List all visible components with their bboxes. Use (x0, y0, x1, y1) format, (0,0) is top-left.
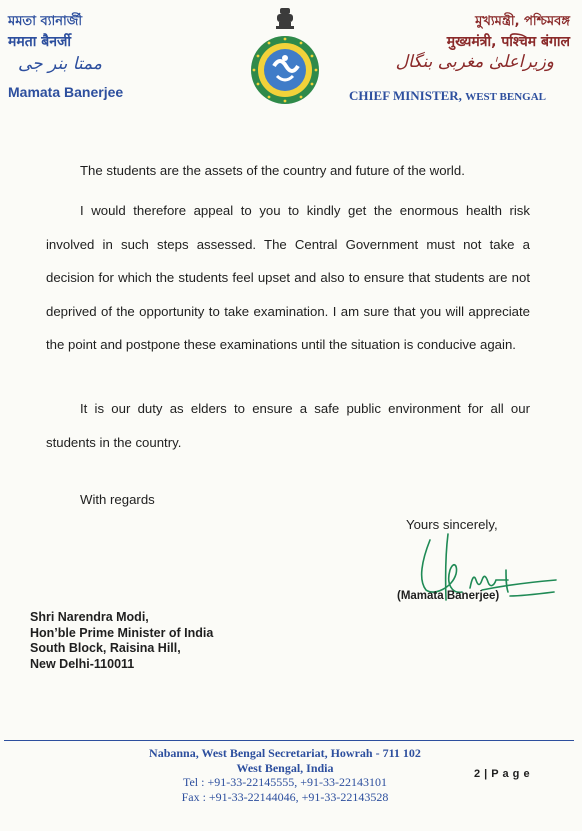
footer-telephone: Tel : +91-33-22145555, +91-33-22143101 (182, 775, 387, 789)
letter-paragraph-2: I would therefore appeal to you to kindly get the enormous health risk involved in such steps assessed. The Central Government must not take a decision for which the students feel upset and also to ensure that students are not deprived of the opportunity to take examination. I am sure that you will appreciate the point and postpone these examinations until the situation is conducive again. (46, 203, 530, 352)
west-bengal-government-emblem-icon (244, 6, 326, 106)
letter-paragraph-1: The students are the assets of the country and future of the world. (80, 163, 465, 178)
header-right-english-title (349, 88, 546, 104)
letter-paragraph-3: It is our duty as elders to ensure a safe public environment for all our students in the country. (46, 401, 530, 450)
footer-address-line-2: West Bengal, India (236, 760, 334, 775)
signatory-name: (Mamata Banerjee) (397, 590, 500, 602)
regards-line: With regards (80, 492, 155, 507)
header-left-hindi-name: ममता बैनर्जी (8, 34, 72, 50)
addressee-line: New Delhi-110011 (30, 656, 135, 671)
addressee-line: South Block, Raisina Hill, (30, 641, 181, 655)
header-left-urdu-name: ممتا بنر جی (18, 54, 102, 74)
closing-line: Yours sincerely, (406, 517, 498, 532)
footer-divider (4, 740, 574, 741)
footer-address-line-1: Nabanna, West Bengal Secretariat, Howrah - 711 102 (149, 746, 421, 760)
title-main: CHIEF MINISTER, (349, 88, 462, 103)
header-right-bengali-title: মুখ্যমন্ত্রী, পশ্চিমবঙ্গ (475, 14, 570, 29)
footer-fax: Fax : +91-33-22144046, +91-33-22143528 (181, 789, 389, 804)
addressee-block (30, 610, 213, 672)
header-left-bengali-name: মমতা ব্যানার্জী (8, 14, 83, 29)
header-left-english-name: Mamata Banerjee (8, 84, 124, 100)
header-right-hindi-title: मुख्यमंत्री, पश्चिम बंगाल (446, 34, 570, 50)
title-region: WEST BENGAL (465, 91, 546, 103)
addressee-line: Hon’ble Prime Minister of India (30, 625, 214, 640)
footer-address-block (120, 746, 450, 804)
addressee-line: Shri Narendra Modi, (30, 610, 149, 624)
header-right-urdu-title: وزیراعلیٰ مغربی بنگال (395, 52, 554, 72)
page-number: 2 | P a g e (474, 768, 531, 780)
